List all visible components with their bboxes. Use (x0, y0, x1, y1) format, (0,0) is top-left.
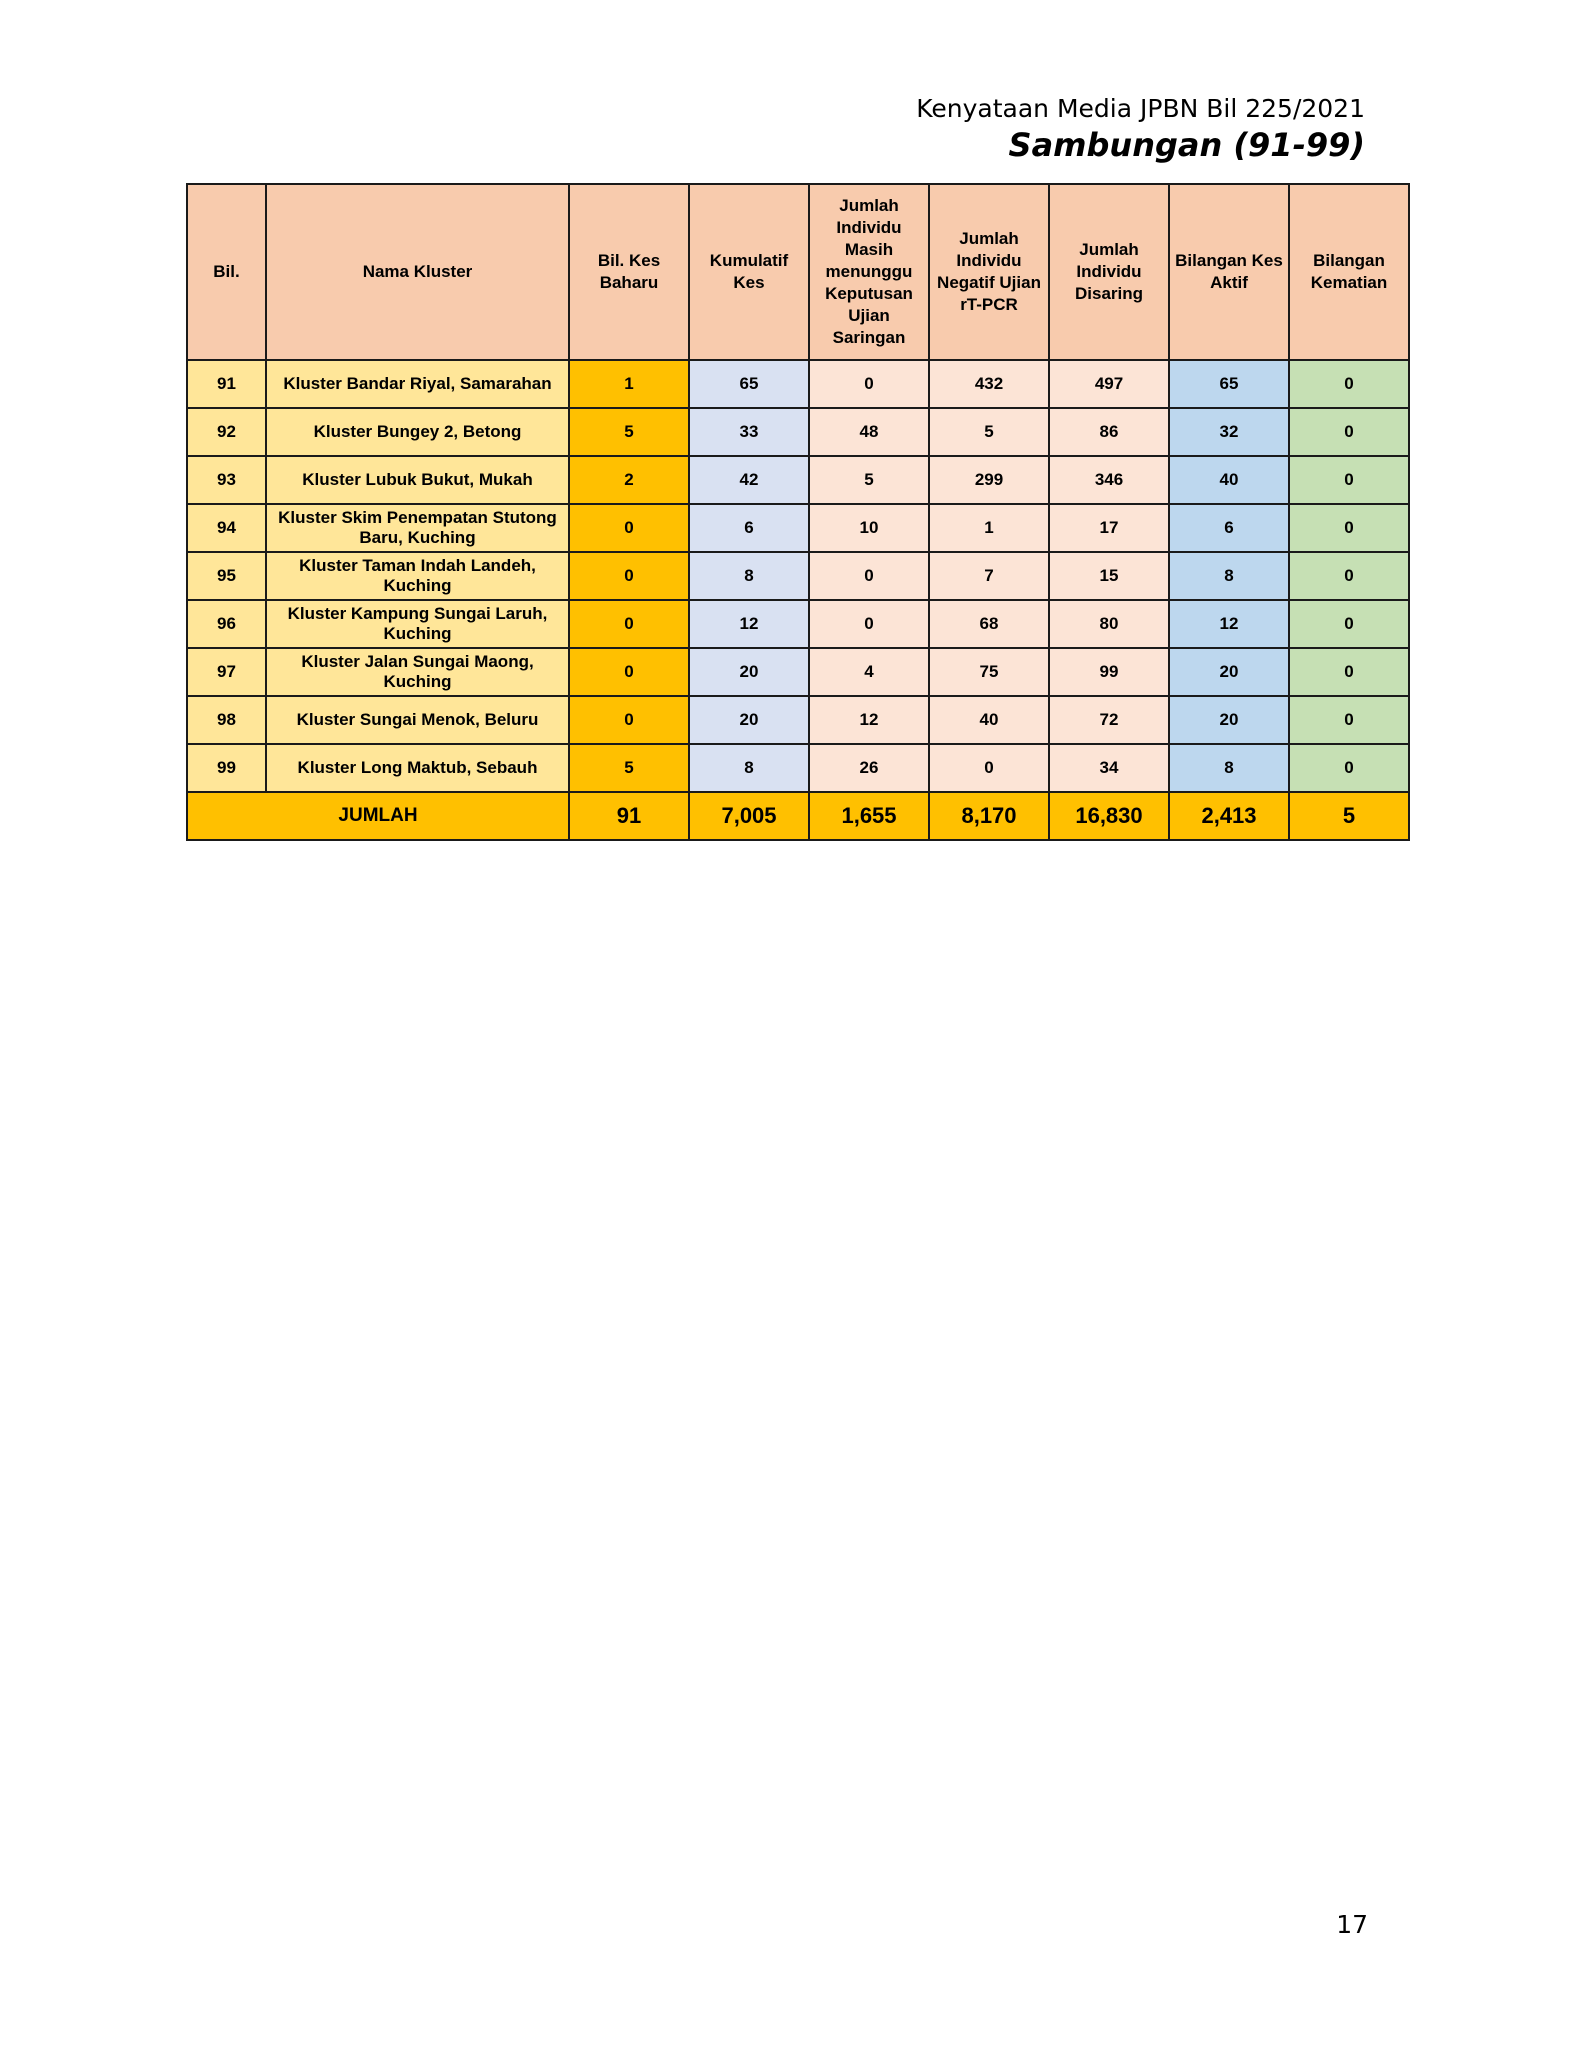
cell-menunggu-keputusan: 4 (809, 648, 929, 696)
cell-kes-aktif: 32 (1169, 408, 1289, 456)
column-header-kematian: Bilangan Kematian (1289, 184, 1409, 360)
cell-kes-aktif: 20 (1169, 648, 1289, 696)
cell-bil: 95 (187, 552, 266, 600)
column-header-kumulatif-kes: Kumulatif Kes (689, 184, 809, 360)
cell-menunggu-keputusan: 0 (809, 552, 929, 600)
cell-kumulatif-kes: 8 (689, 552, 809, 600)
table-row (187, 696, 1409, 744)
cell-kumulatif-kes: 8 (689, 744, 809, 792)
cell-menunggu-keputusan: 48 (809, 408, 929, 456)
total-menunggu-keputusan: 1,655 (809, 792, 929, 840)
cell-kes-baharu: 0 (569, 552, 689, 600)
cell-negatif-ujian: 5 (929, 408, 1049, 456)
table-row (187, 408, 1409, 456)
cell-bil: 92 (187, 408, 266, 456)
cell-kes-aktif: 8 (1169, 552, 1289, 600)
document-reference: Kenyataan Media JPBN Bil 225/2021 (916, 94, 1365, 123)
column-header-negatif-ujian: Jumlah Individu Negatif Ujian rT-PCR (929, 184, 1049, 360)
total-kes-baharu: 91 (569, 792, 689, 840)
cell-kematian: 0 (1289, 744, 1409, 792)
cell-kematian: 0 (1289, 648, 1409, 696)
cell-disaring: 346 (1049, 456, 1169, 504)
table-row (187, 600, 1409, 648)
cell-nama-kluster: Kluster Skim Penempatan Stutong Baru, Kuching (266, 504, 569, 552)
section-subtitle: Sambungan (91-99) (1008, 126, 1365, 164)
page-number: 17 (1336, 1910, 1368, 1939)
cell-menunggu-keputusan: 26 (809, 744, 929, 792)
cell-kes-aktif: 6 (1169, 504, 1289, 552)
table-row (187, 504, 1409, 552)
cell-negatif-ujian: 0 (929, 744, 1049, 792)
cell-kes-baharu: 0 (569, 600, 689, 648)
total-label: JUMLAH (187, 792, 569, 840)
cell-kes-aktif: 12 (1169, 600, 1289, 648)
total-kes-aktif: 2,413 (1169, 792, 1289, 840)
cell-disaring: 17 (1049, 504, 1169, 552)
cell-menunggu-keputusan: 0 (809, 600, 929, 648)
cell-bil: 93 (187, 456, 266, 504)
cell-kes-aktif: 20 (1169, 696, 1289, 744)
cell-menunggu-keputusan: 0 (809, 360, 929, 408)
cell-kematian: 0 (1289, 504, 1409, 552)
cell-negatif-ujian: 432 (929, 360, 1049, 408)
cell-nama-kluster: Kluster Taman Indah Landeh, Kuching (266, 552, 569, 600)
column-header-menunggu-keputusan: Jumlah Individu Masih menunggu Keputusan Ujian Saringan (809, 184, 929, 360)
cell-disaring: 99 (1049, 648, 1169, 696)
cell-kumulatif-kes: 20 (689, 696, 809, 744)
cell-nama-kluster: Kluster Lubuk Bukut, Mukah (266, 456, 569, 504)
cell-disaring: 86 (1049, 408, 1169, 456)
cell-disaring: 34 (1049, 744, 1169, 792)
cell-kematian: 0 (1289, 360, 1409, 408)
cell-kes-aktif: 65 (1169, 360, 1289, 408)
cell-kes-baharu: 5 (569, 408, 689, 456)
cell-kes-baharu: 0 (569, 504, 689, 552)
cell-kes-baharu: 2 (569, 456, 689, 504)
cell-nama-kluster: Kluster Bandar Riyal, Samarahan (266, 360, 569, 408)
cell-kes-baharu: 5 (569, 744, 689, 792)
column-header-disaring: Jumlah Individu Disaring (1049, 184, 1169, 360)
cell-bil: 96 (187, 600, 266, 648)
cell-kes-aktif: 8 (1169, 744, 1289, 792)
column-header-kes-baharu: Bil. Kes Baharu (569, 184, 689, 360)
cell-kematian: 0 (1289, 600, 1409, 648)
column-header-kes-aktif: Bilangan Kes Aktif (1169, 184, 1289, 360)
table-row (187, 744, 1409, 792)
cell-kematian: 0 (1289, 696, 1409, 744)
cell-nama-kluster: Kluster Sungai Menok, Beluru (266, 696, 569, 744)
cell-nama-kluster: Kluster Long Maktub, Sebauh (266, 744, 569, 792)
total-kematian: 5 (1289, 792, 1409, 840)
total-kumulatif-kes: 7,005 (689, 792, 809, 840)
cell-kematian: 0 (1289, 552, 1409, 600)
cell-kumulatif-kes: 42 (689, 456, 809, 504)
cell-nama-kluster: Kluster Jalan Sungai Maong, Kuching (266, 648, 569, 696)
cell-kumulatif-kes: 65 (689, 360, 809, 408)
cell-kumulatif-kes: 33 (689, 408, 809, 456)
column-header-bil: Bil. (187, 184, 266, 360)
cell-nama-kluster: Kluster Kampung Sungai Laruh, Kuching (266, 600, 569, 648)
cell-kumulatif-kes: 6 (689, 504, 809, 552)
table-row (187, 456, 1409, 504)
cell-menunggu-keputusan: 10 (809, 504, 929, 552)
cell-nama-kluster: Kluster Bungey 2, Betong (266, 408, 569, 456)
cell-negatif-ujian: 40 (929, 696, 1049, 744)
total-disaring: 16,830 (1049, 792, 1169, 840)
cell-kes-aktif: 40 (1169, 456, 1289, 504)
cell-bil: 99 (187, 744, 266, 792)
total-negatif-ujian: 8,170 (929, 792, 1049, 840)
cell-kumulatif-kes: 12 (689, 600, 809, 648)
cell-menunggu-keputusan: 5 (809, 456, 929, 504)
cell-bil: 97 (187, 648, 266, 696)
column-header-nama-kluster: Nama Kluster (266, 184, 569, 360)
total-row (187, 792, 1409, 840)
cell-disaring: 15 (1049, 552, 1169, 600)
cell-menunggu-keputusan: 12 (809, 696, 929, 744)
cluster-table (186, 183, 1410, 841)
cell-negatif-ujian: 68 (929, 600, 1049, 648)
cell-negatif-ujian: 299 (929, 456, 1049, 504)
cell-negatif-ujian: 7 (929, 552, 1049, 600)
cell-kumulatif-kes: 20 (689, 648, 809, 696)
cell-kes-baharu: 1 (569, 360, 689, 408)
cell-bil: 91 (187, 360, 266, 408)
header-row (187, 184, 1409, 360)
cell-bil: 94 (187, 504, 266, 552)
cell-kes-baharu: 0 (569, 648, 689, 696)
table-row (187, 648, 1409, 696)
cell-negatif-ujian: 75 (929, 648, 1049, 696)
cell-kematian: 0 (1289, 408, 1409, 456)
cell-disaring: 72 (1049, 696, 1169, 744)
cell-kematian: 0 (1289, 456, 1409, 504)
table-row (187, 552, 1409, 600)
cell-disaring: 497 (1049, 360, 1169, 408)
table-row (187, 360, 1409, 408)
cell-disaring: 80 (1049, 600, 1169, 648)
cell-negatif-ujian: 1 (929, 504, 1049, 552)
cell-kes-baharu: 0 (569, 696, 689, 744)
cell-bil: 98 (187, 696, 266, 744)
